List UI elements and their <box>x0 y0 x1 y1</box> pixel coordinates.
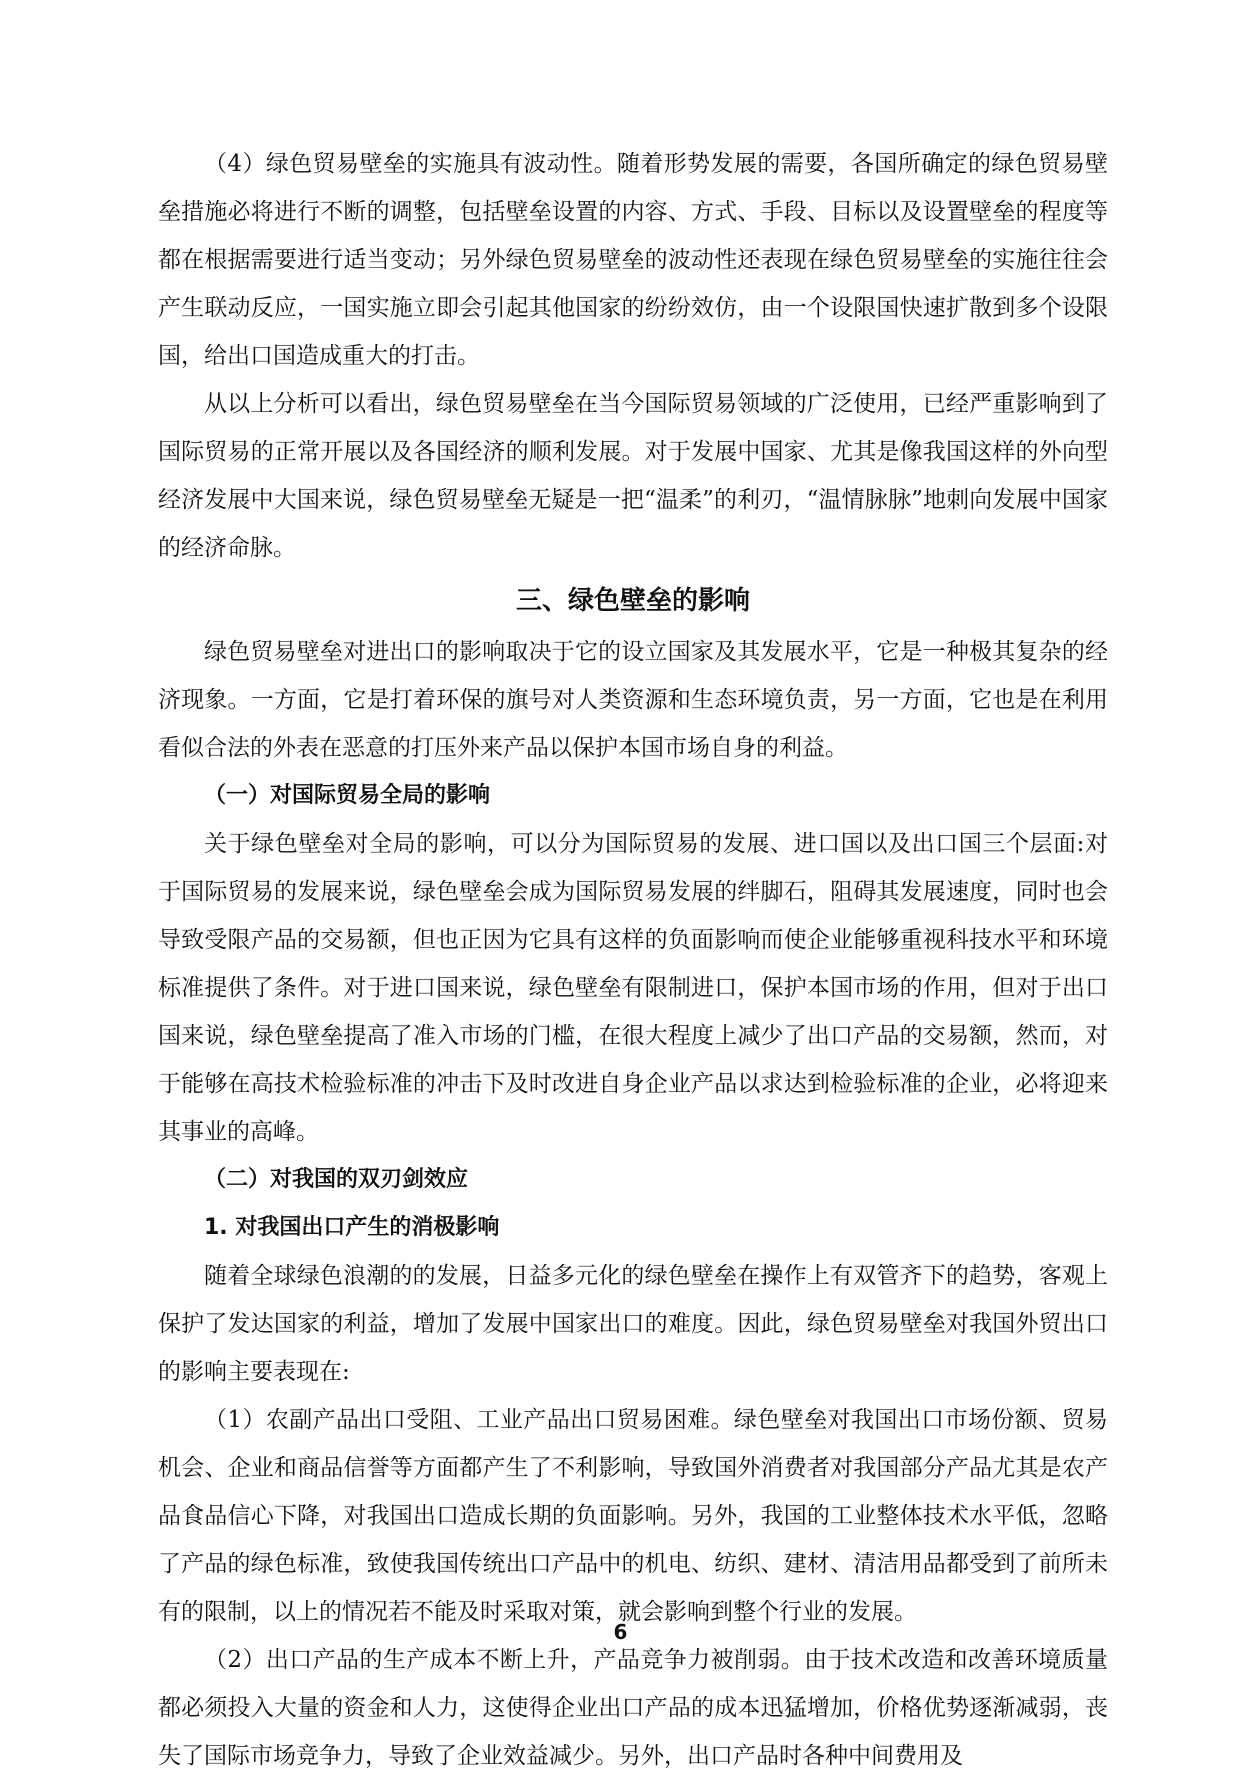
subsection-heading-global-impact: （一）对国际贸易全局的影响 <box>204 783 491 808</box>
point-heading-negative-impact: 1. 对我国出口产生的消极影响 <box>204 1215 500 1240</box>
paragraph-analysis-summary: 从以上分析可以看出，绿色贸易壁垒在当今国际贸易领域的广泛使用，已经严重影响到了国际贸易的正常开展以及各国经济的顺利发展。对于发展中国家、尤其是像我国这样的外向型经济发展中大国来说，绿色贸易壁垒无疑是一把“温柔”的利刃，“温情脉脉”地刺向发展中国家的经济命脉。 <box>158 391 1108 561</box>
paragraph-section-intro: 绿色贸易壁垒对进出口的影响取决于它的设立国家及其发展水平，它是一种极其复杂的经济现象。一方面，它是打着环保的旗号对人类资源和生态环境负责，另一方面，它也是在利用看似合法的外表在恶意的打压外来产品以保护本国市场自身的利益。 <box>158 639 1108 761</box>
page-number: 6 <box>613 1620 628 1644</box>
paragraph-negative-intro: 随着全球绿色浪潮的的发展，日益多元化的绿色壁垒在操作上有双管齐下的趋势，客观上保护了发达国家的利益，增加了发展中国家出口的难度。因此，绿色贸易壁垒对我国外贸出口的影响主要表现在: <box>158 1263 1108 1385</box>
paragraph-volatility: （4）绿色贸易壁垒的实施具有波动性。随着形势发展的需要，各国所确定的绿色贸易壁垒措施必将进行不断的调整，包括壁垒设置的内容、方式、手段、目标以及设置壁垒的程度等都在根据需要进行适当变动；另外绿色贸易壁垒的波动性还表现在绿色贸易壁垒的实施往往会产生联动反应，一国实施立即会引起其他国家的纷纷效仿，由一个设限国快速扩散到多个设限国，给出口国造成重大的打击。 <box>158 151 1108 369</box>
subsection-heading-double-edged: （二）对我国的双刃剑效应 <box>204 1167 469 1192</box>
paragraph-point-2: （2）出口产品的生产成本不断上升，产品竞争力被削弱。由于技术改造和改善环境质量都必须投入大量的资金和人力，这使得企业出口产品的成本迅猛增加，价格优势逐渐减弱，丧失了国际市场竞争力，导致了企业效益减少。另外，出口产品时各种中间费用及 <box>158 1647 1108 1769</box>
section-title: 三、绿色壁垒的影响 <box>515 586 750 616</box>
paragraph-global-impact: 关于绿色壁垒对全局的影响，可以分为国际贸易的发展、进口国以及出口国三个层面:对于国际贸易的发展来说，绿色壁垒会成为国际贸易发展的绊脚石，阻碍其发展速度，同时也会导致受限产品的交易额，但也正因为它具有这样的负面影响而使企业能够重视科技水平和环境标准提供了条件。对于进口国来说，绿色壁垒有限制进口，保护本国市场的作用，但对于出口国来说，绿色壁垒提高了准入市场的门槛，在很大程度上减少了出口产品的交易额，然而，对于能够在高技术检验标准的冲击下及时改进自身企业产品以求达到检验标准的企业，必将迎来其事业的高峰。 <box>158 831 1108 1145</box>
paragraph-point-1: （1）农副产品出口受阻、工业产品出口贸易困难。绿色壁垒对我国出口市场份额、贸易机会、企业和商品信誉等方面都产生了不利影响，导致国外消费者对我国部分产品尤其是农产品食品信心下降，对我国出口造成长期的负面影响。另外，我国的工业整体技术水平低，忽略了产品的绿色标准，致使我国传统出口产品中的机电、纺织、建材、清洁用品都受到了前所未有的限制，以上的情况若不能及时采取对策，就会影响到整个行业的发展。 <box>158 1407 1108 1625</box>
document-page <box>158 140 1108 1780</box>
